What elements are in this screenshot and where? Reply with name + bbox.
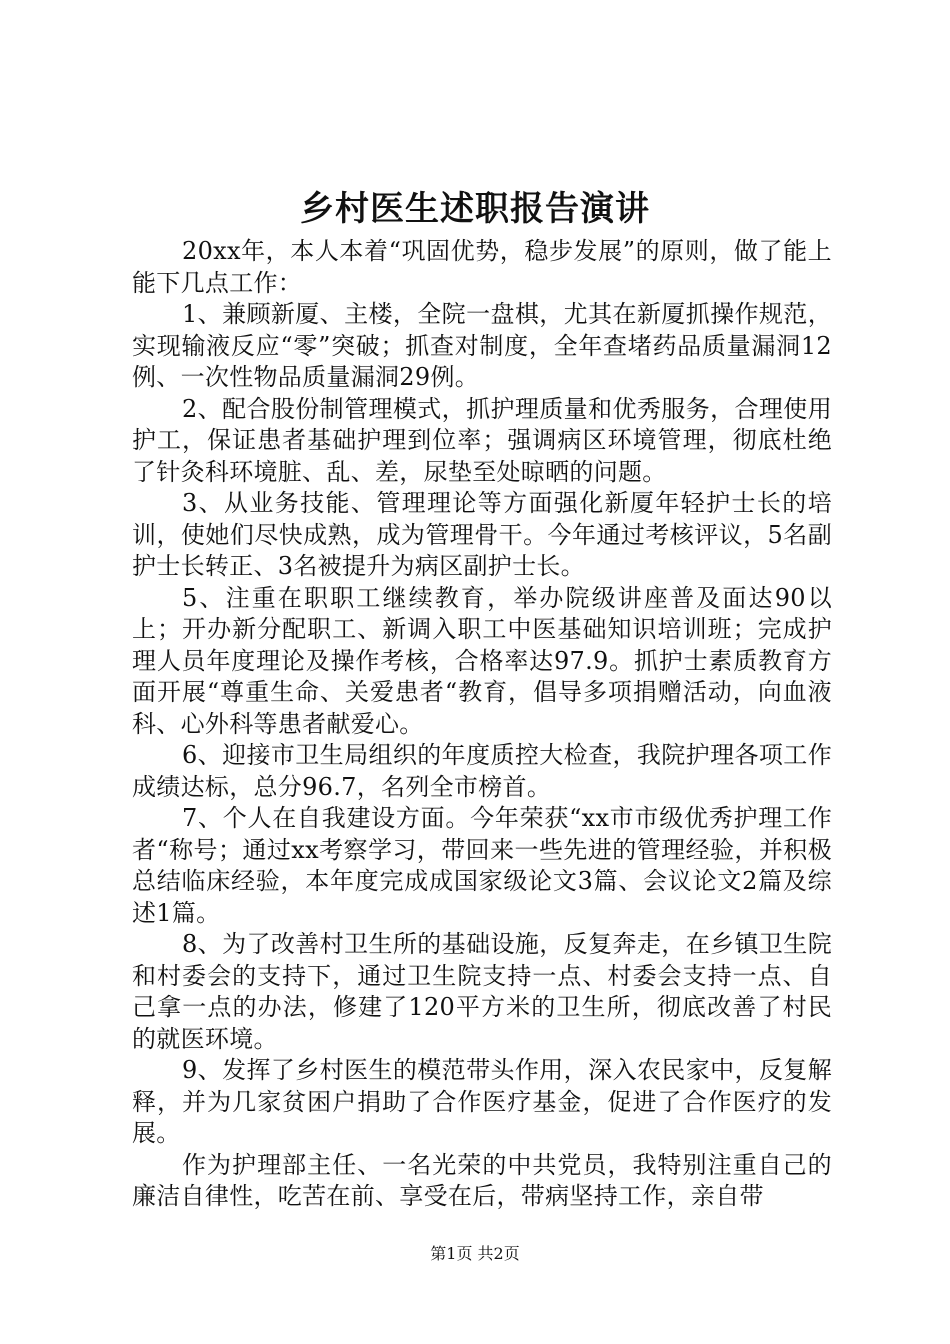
paragraph-item-7: 7、个人在自我建设方面。今年荣获“xx市市级优秀护理工作者“称号；通过xx考察学习，带回来一些先进的管理经验，并积极总结临床经验，本年度完成成国家级论文3篇、会议论文2篇及综述1篇。 — [132, 804, 832, 927]
paragraph-item-9: 9、发挥了乡村医生的模范带头作用，深入农民家中，反复解释，并为几家贫困户捐助了合作医疗基金，促进了合作医疗的发展。 — [132, 1056, 832, 1147]
paragraph-item-2: 2、配合股份制管理模式，抓护理质量和优秀服务，合理使用护工，保证患者基础护理到位率；强调病区环境管理，彻底杜绝了针灸科环境脏、乱、差，尿垫至处晾晒的问题。 — [132, 394, 832, 486]
paragraph-item-6: 6、迎接市卫生局组织的年度质控大检查，我院护理各项工作成绩达标，总分96.7，名列全市榜首。 — [132, 741, 832, 801]
paragraph-item-3: 3、从业务技能、管理理论等方面强化新厦年轻护士长的培训，使她们尽快成熟，成为管理骨干。今年通过考核评议，5名副护士长转正、3名被提升为病区副护士长。 — [132, 489, 832, 580]
paragraph-closing: 作为护理部主任、一名光荣的中共党员，我特别注重自己的廉洁自律性，吃苦在前、享受在后，带病坚持工作，亲自带 — [132, 1150, 832, 1210]
paragraph-item-8: 8、为了改善村卫生所的基础设施，反复奔走，在乡镇卫生院和村委会的支持下，通过卫生院支持一点、村委会支持一点、自己拿一点的办法，修建了120平方米的卫生所，彻底改善了村民的就医环境。 — [132, 930, 832, 1053]
paragraph-intro: 20xx年，本人本着“巩固优势，稳步发展”的原则，做了能上能下几点工作： — [132, 237, 832, 297]
paragraph-item-1: 1、兼顾新厦、主楼，全院一盘棋，尤其在新厦抓操作规范，实现输液反应“零”突破；抓查对制度，全年查堵药品质量漏洞12例、一次性物品质量漏洞29例。 — [132, 300, 832, 391]
page-footer: 第1页 共2页 — [430, 1244, 520, 1263]
paragraph-item-5: 5、注重在职职工继续教育，举办院级讲座普及面达90以上；开办新分配职工、新调入职工中医基础知识培训班；完成护理人员年度理论及操作考核，合格率达97.9。抓护士素质教育方面开展“尊重生命、关爱患者“教育，倡导多项捐赠活动，向血液科、心外科等患者献爱心。 — [132, 583, 832, 738]
document-title: 乡村医生述职报告演讲 — [300, 189, 650, 229]
document-body — [132, 236, 832, 1213]
